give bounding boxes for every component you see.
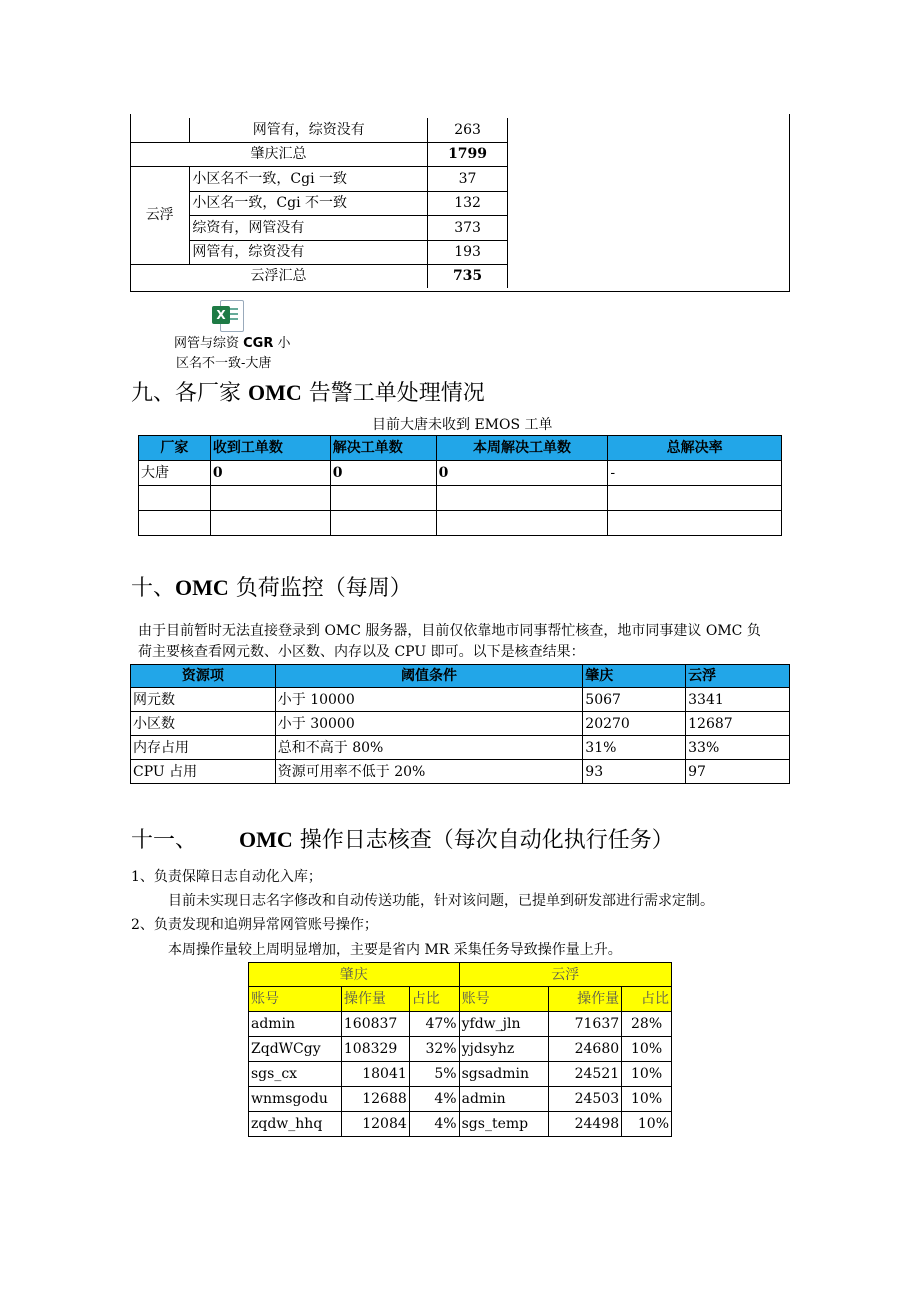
yunfu-subtotal-value: 735: [428, 264, 508, 288]
table-row: zqdw_hhq 12084 4% sgs_temp 24498 10%: [249, 1112, 672, 1137]
section11-heading: 十一、 OMC 操作日志核查（每次自动化执行任务）: [131, 827, 674, 853]
top-row-value: 132: [428, 191, 508, 215]
section11-item1-detail: 目前未实现日志名字修改和自动传送功能，针对该问题，已提单到研发部进行需求定制。: [168, 893, 714, 909]
zhaoqing-subtotal-value: 1799: [428, 142, 508, 166]
top-row-item: 网管有，综资没有: [190, 240, 428, 264]
table-row: [139, 486, 782, 511]
table-row: [130, 166, 508, 191]
table-header-row: [139, 436, 782, 461]
table-row: [139, 511, 782, 536]
col-header: 云浮: [686, 665, 790, 688]
top-row-item: 小区名不一致，Cgi 一致: [190, 166, 428, 191]
col-header: 阈值条件: [275, 665, 583, 688]
col-header: 账号: [459, 987, 549, 1012]
week-resolved-cell: 0: [436, 461, 608, 486]
resolve-rate-cell: -: [608, 461, 782, 486]
col-header: 操作量: [341, 987, 409, 1012]
table-row: [130, 142, 508, 166]
table-row: [130, 118, 508, 142]
table-row: [139, 461, 782, 486]
resolved-cell: 0: [330, 461, 436, 486]
top-row-item: 综资有，网管没有: [190, 215, 428, 240]
omc-ticket-table: [138, 435, 782, 536]
table-row: 内存占用 总和不高于 80% 31% 33%: [131, 736, 790, 760]
top-row-value: 373: [428, 215, 508, 240]
table-row: 小区数 小于 30000 20270 12687: [131, 712, 790, 736]
table-row: 网元数 小于 10000 5067 3341: [131, 688, 790, 712]
section10-para-line2: 荷主要核查看网元数、小区数、内存以及 CPU 即可。以下是核查结果：: [138, 644, 585, 660]
table-row: wnmsgodu 12688 4% admin 24503 10%: [249, 1087, 672, 1112]
table-row: [130, 264, 508, 288]
table-row: sgs_cx 18041 5% sgsadmin 24521 10%: [249, 1062, 672, 1087]
col-header: 肇庆: [583, 665, 686, 688]
excel-file-icon: X: [212, 300, 244, 334]
section9-caption: 目前大唐未收到 EMOS 工单: [372, 417, 553, 433]
col-header: 占比: [622, 987, 672, 1012]
received-cell: 0: [210, 461, 330, 486]
section11-item1: 1、负责保障日志自动化入库；: [131, 869, 322, 885]
col-header: 收到工单数: [210, 436, 330, 461]
section11-item2-detail: 本周操作量较上周明显增加，主要是省内 MR 采集任务导致操作量上升。: [168, 942, 622, 958]
zhaoqing-subtotal-label: 肇庆汇总: [130, 142, 428, 166]
col-header: 总解决率: [608, 436, 782, 461]
yunfu-subtotal-label: 云浮汇总: [130, 264, 428, 288]
excel-attachment[interactable]: [170, 296, 290, 370]
omc-load-table: [130, 664, 790, 784]
table-row: CPU 占用 资源可用率不低于 20% 93 97: [131, 760, 790, 784]
col-header: 资源项: [131, 665, 276, 688]
col-header: 厂家: [139, 436, 211, 461]
col-header: 占比: [409, 987, 459, 1012]
section10-para-line1: 由于目前暂时无法直接登录到 OMC 服务器，目前仅依靠地市同事帮忙核查，地市同事建议 OMC 负: [138, 623, 761, 639]
table-row: ZqdWCgy 108329 32% yjdsyhz 24680 10%: [249, 1037, 672, 1062]
col-header: 解决工单数: [330, 436, 436, 461]
group-header-zhaoqing: 肇庆: [249, 963, 460, 987]
attachment-name-line2: 区名不一致-大唐: [176, 356, 272, 371]
top-row-item: 小区名一致，Cgi 不一致: [190, 191, 428, 215]
table-group-row: [249, 963, 672, 987]
top-row-value: 193: [428, 240, 508, 264]
section9-heading: 九、各厂家 OMC 告警工单处理情况: [131, 380, 485, 406]
table-header-row: [131, 665, 790, 688]
top-row-value: 37: [428, 166, 508, 191]
top-row-value: 263: [428, 118, 508, 142]
vendor-cell: 大唐: [139, 461, 211, 486]
group-header-yunfu: 云浮: [459, 963, 671, 987]
table-row: admin 160837 47% yfdw_jln 71637 28%: [249, 1012, 672, 1037]
col-header: 操作量: [549, 987, 622, 1012]
table-header-row: [249, 987, 672, 1012]
section10-heading: 十、OMC 负荷监控（每周）: [131, 575, 412, 601]
section11-item2: 2、负责发现和追朔异常网管账号操作；: [131, 917, 378, 933]
col-header: 本周解决工单数: [436, 436, 608, 461]
operation-log-table: [248, 962, 672, 1137]
yunfu-group-label: 云浮: [130, 166, 190, 264]
attachment-name-line1: 网管与综资 CGR 小: [174, 336, 291, 351]
col-header: 账号: [249, 987, 342, 1012]
top-row-item: 网管有，综资没有: [190, 118, 428, 142]
top-table: [130, 118, 508, 288]
